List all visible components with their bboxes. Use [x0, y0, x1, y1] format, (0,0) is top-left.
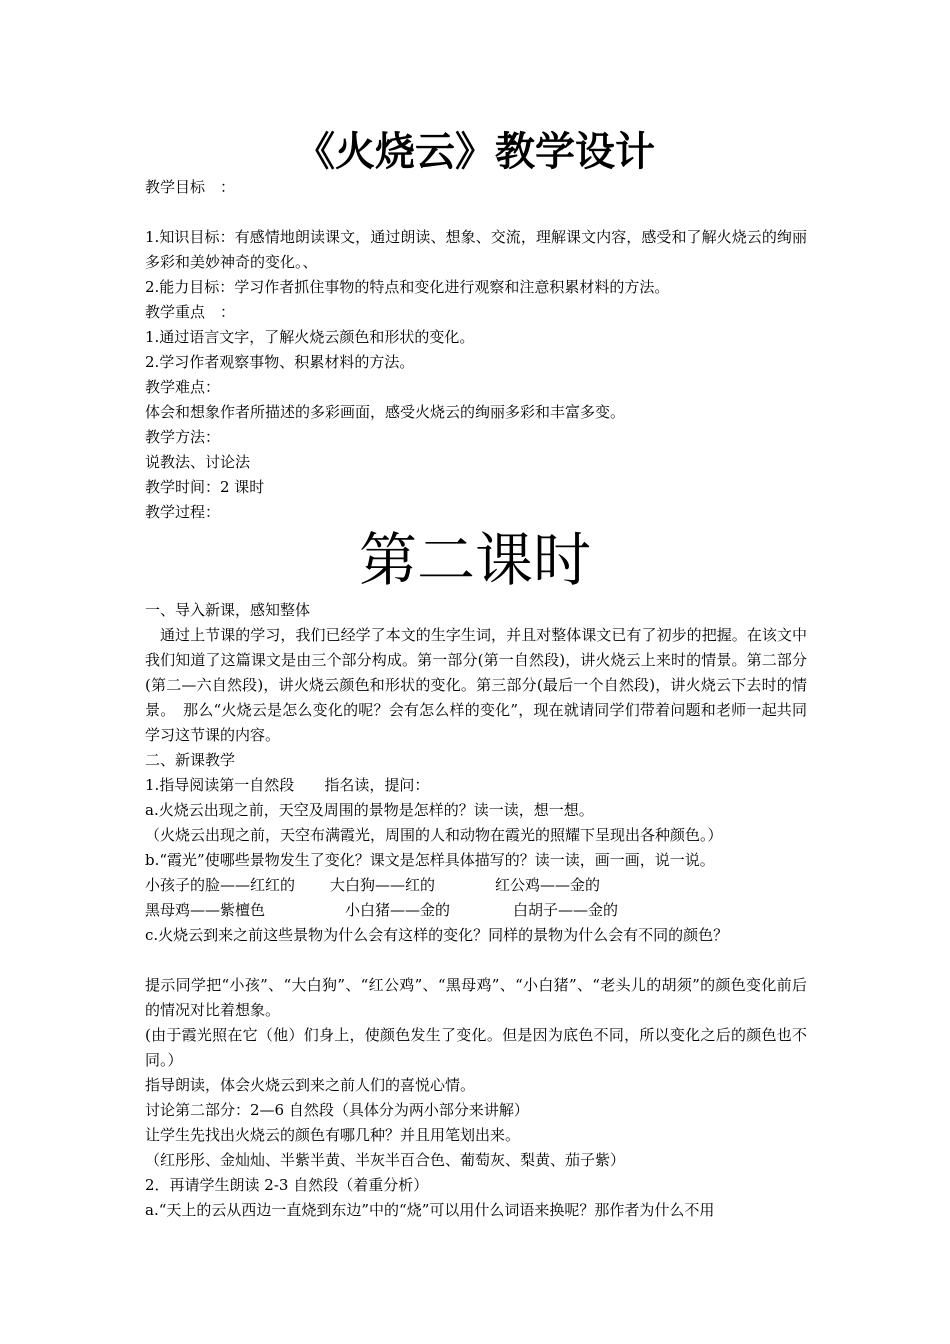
document-intro: [145, 175, 807, 525]
discuss-part2: 讨论第二部分：2—6 自然段（具体分为两小部分来讲解）: [145, 1101, 529, 1119]
part2-heading: 二、新课教学: [145, 751, 236, 769]
document-title: 《火烧云》教学设计: [295, 128, 655, 175]
hint-text: 提示同学把“小孩”、“大白狗”、“红公鸡”、“黑母鸡”、“小白猪”、“老头儿的胡须”的颜色变化前后的情况对比着想象。: [145, 976, 807, 1019]
method-text: 说教法、讨论法: [145, 453, 251, 471]
guide-reading: 指导朗读，体会火烧云到来之前人们的喜悦心情。: [145, 1076, 476, 1094]
step1-text: 1.指导阅读第一自然段 指名读，提问：: [145, 776, 430, 794]
answer-a: （火烧云出现之前，天空布满霞光，周围的人和动物在霞光的照耀下呈现出各种颜色。）: [145, 826, 723, 844]
colors-row-2: [145, 898, 807, 923]
section-title: 第二课时: [358, 526, 591, 594]
find-colors: 让学生先找出火烧云的颜色有哪几种？并且用笔划出来。: [145, 1126, 521, 1144]
part1-heading: 一、导入新课，感知整体: [145, 601, 311, 619]
step2-text: 2．再请学生朗读 2-3 自然段（着重分析）: [145, 1176, 429, 1194]
difficulty-label: 教学难点：: [145, 378, 221, 396]
objective-ability: 2.能力目标：学习作者抓住事物的特点和变化进行观察和注意积累材料的方法。: [145, 278, 670, 296]
question-c: c.火烧云到来之前这些景物为什么会有这样的变化？同样的景物为什么会有不同的颜色？: [145, 926, 729, 944]
objective-knowledge: 1.知识目标：有感情地朗读课文，通过朗读、想象、交流，理解课文内容，感受和了解火烧云的绚丽多彩和美妙神奇的变化。、: [145, 228, 807, 271]
question-burn: a.“天上的云从西边一直烧到东边”中的“烧”可以用什么词语来换呢？那作者为什么不用: [145, 1201, 715, 1219]
colors-row-1: [145, 873, 807, 898]
key-point-2: 2.学习作者观察事物、积累材料的方法。: [145, 353, 415, 371]
color-item: 大白狗——红的: [330, 876, 436, 894]
key-point-1: 1.通过语言文字，了解火烧云颜色和形状的变化。: [145, 328, 475, 346]
key-points-label: 教学重点 ：: [145, 303, 236, 321]
color-item: 小孩子的脸——红红的: [145, 876, 296, 894]
colors-answer: （红彤彤、金灿灿、半紫半黄、半灰半百合色、葡萄灰、梨黄、茄子紫）: [145, 1151, 626, 1169]
objectives-label: 教学目标 ：: [145, 178, 236, 196]
color-item: 黑母鸡——紫檀色: [145, 901, 266, 919]
teaching-time: 教学时间：2 课时: [145, 478, 265, 496]
difficulty-text: 体会和想象作者所描述的多彩画面，感受火烧云的绚丽多彩和丰富多变。: [145, 403, 626, 421]
blank-line: [145, 200, 807, 225]
blank-line: [145, 948, 807, 973]
color-item: 小白猪——金的: [345, 901, 451, 919]
method-label: 教学方法：: [145, 428, 221, 446]
question-a: a.火烧云出现之前，天空及周围的景物是怎样的？读一读，想一想。: [145, 801, 594, 819]
answer-c: (由于霞光照在它（他）们身上，使颜色发生了变化。但是因为底色不同，所以变化之后的颜色也不同。）: [145, 1026, 807, 1069]
lesson-body: [145, 598, 807, 1223]
color-item: 红公鸡——金的: [495, 876, 601, 894]
color-item: 白胡子——金的: [513, 901, 619, 919]
process-label: 教学过程：: [145, 503, 221, 521]
question-b: b.“霞光”使哪些景物发生了变化？课文是怎样具体描写的？读一读，画一画，说一说。: [145, 851, 715, 869]
part1-text: 通过上节课的学习，我们已经学了本文的生字生词，并且对整体课文已有了初步的把握。在该文中我们知道了这篇课文是由三个部分构成。第一部分(第一自然段)，讲火烧云上来时的情景。第二部分(第二—六自然段)，讲火烧云颜色和形状的变化。第三部分(最后一个自然段)，讲火烧云下去时的情景。 那么“火烧云是怎么变化的呢？会有怎么样的变化”，现在就请同学们带着问题和老师一起共同学习这节课的内容。: [145, 626, 807, 744]
